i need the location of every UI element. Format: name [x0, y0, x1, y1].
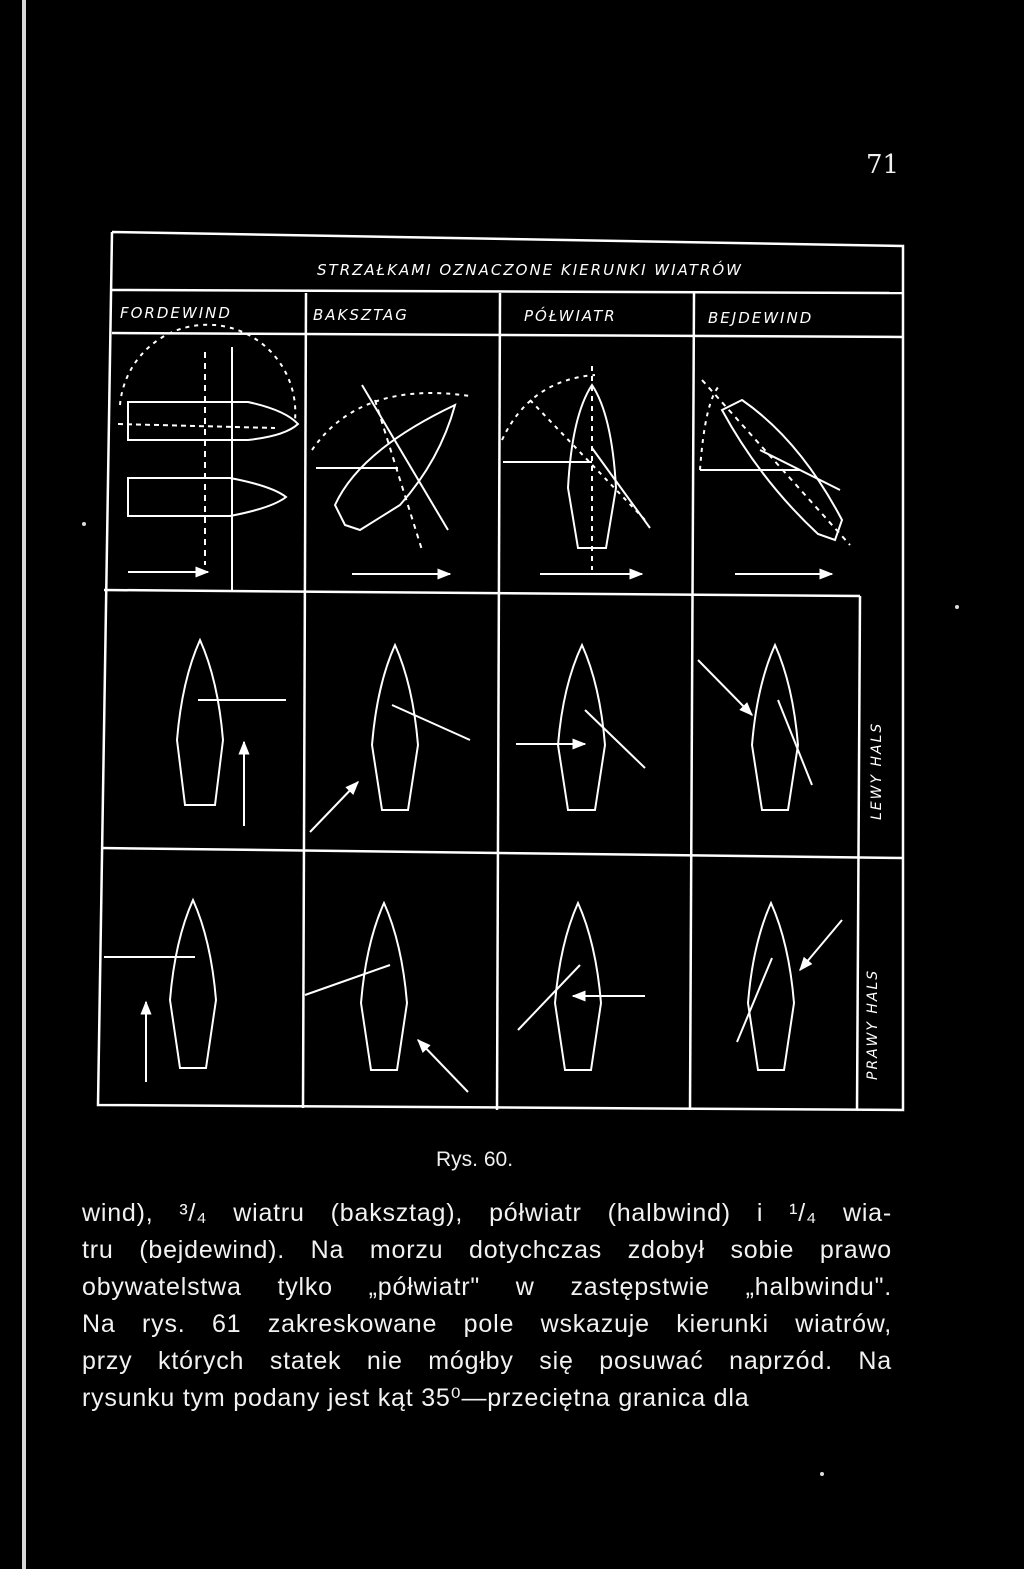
fordewind-cell [118, 325, 298, 592]
row-label-divider [857, 596, 860, 1110]
hull [170, 900, 216, 1068]
page-number: 71 [866, 150, 900, 180]
scan-speck [82, 522, 86, 526]
hull-bottom-view [128, 478, 286, 516]
wind-dash [530, 400, 645, 520]
body-line: wind), ³/₄ wiatru (baksztag), półwiatr (halbwind) i ¹/₄ wia- [82, 1199, 892, 1227]
column-label-polwiatr: PÓŁWIATR [524, 307, 617, 325]
prawy-baksztag-cell [305, 903, 468, 1092]
hull [361, 903, 407, 1070]
polwiatr-cell [502, 366, 650, 574]
divider-3 [690, 293, 694, 1110]
divider-1 [303, 293, 306, 1108]
top-rule [104, 590, 860, 596]
wind-line [362, 385, 448, 530]
lewy-fordewind-cell [177, 640, 286, 826]
figure-grid [98, 232, 903, 1110]
scan-speck [955, 605, 959, 609]
centerline [702, 380, 850, 545]
body-line: rysunku tym podany jest kąt 35⁰—przeciętna granica dla [82, 1384, 750, 1412]
column-header-rule [112, 333, 903, 337]
sail-line [392, 705, 470, 740]
hull-top-view [128, 402, 298, 440]
baksztag-cell [312, 385, 470, 574]
body-line: Na rys. 61 zakreskowane pole wskazuje kierunki wiatrów, [82, 1310, 892, 1338]
wind-arrow [698, 660, 752, 715]
column-label-baksztag: BAKSZTAG [313, 306, 409, 324]
sail-line [305, 965, 390, 995]
column-label-bejdewind: BEJDEWIND [708, 309, 814, 327]
row-label-lewy-hals: LEWY HALS [869, 721, 885, 820]
prawy-polwiatr-cell [518, 903, 645, 1070]
wind-line [592, 448, 650, 528]
hull [752, 645, 798, 810]
wind-arrow [418, 1040, 468, 1092]
scan-speck [820, 1472, 824, 1476]
body-line: przy których statek nie mógłby się posuwać naprzód. Na [82, 1347, 892, 1375]
lewy-bejdewind-cell [698, 645, 812, 810]
middle-rule [101, 848, 903, 858]
figure-caption: Rys. 60. [436, 1148, 514, 1171]
sail-line [118, 424, 275, 428]
header-rule [112, 290, 903, 293]
hull [748, 903, 794, 1070]
prawy-fordewind-cell [104, 900, 216, 1082]
body-line: tru (bejdewind). Na morzu dotychczas zdobył sobie prawo [82, 1236, 892, 1264]
hull [372, 645, 418, 810]
lewy-polwiatr-cell [516, 645, 645, 810]
hull [177, 640, 223, 805]
wind-arc [120, 325, 295, 420]
sail-line [737, 958, 772, 1042]
divider-2 [497, 293, 500, 1110]
hull [555, 903, 601, 1070]
wind-arrow [310, 782, 358, 832]
sail-line [518, 965, 580, 1030]
wind-arrow [800, 920, 842, 970]
prawy-bejdewind-cell [737, 903, 842, 1070]
lewy-baksztag-cell [310, 645, 470, 832]
body-line: obywatelstwa tylko „półwiatr" w zastępstwie „halbwindu". [82, 1273, 892, 1301]
column-label-fordewind: FORDEWIND [120, 304, 232, 322]
figure-header: STRZAŁKAMI OZNACZONE KIERUNKI WIATRÓW [317, 261, 743, 279]
row-label-prawy-hals: PRAWY HALS [865, 968, 881, 1080]
hull [558, 645, 605, 810]
body-paragraph [82, 1195, 892, 1417]
sail-line [585, 710, 645, 768]
bejdewind-cell [700, 380, 850, 574]
